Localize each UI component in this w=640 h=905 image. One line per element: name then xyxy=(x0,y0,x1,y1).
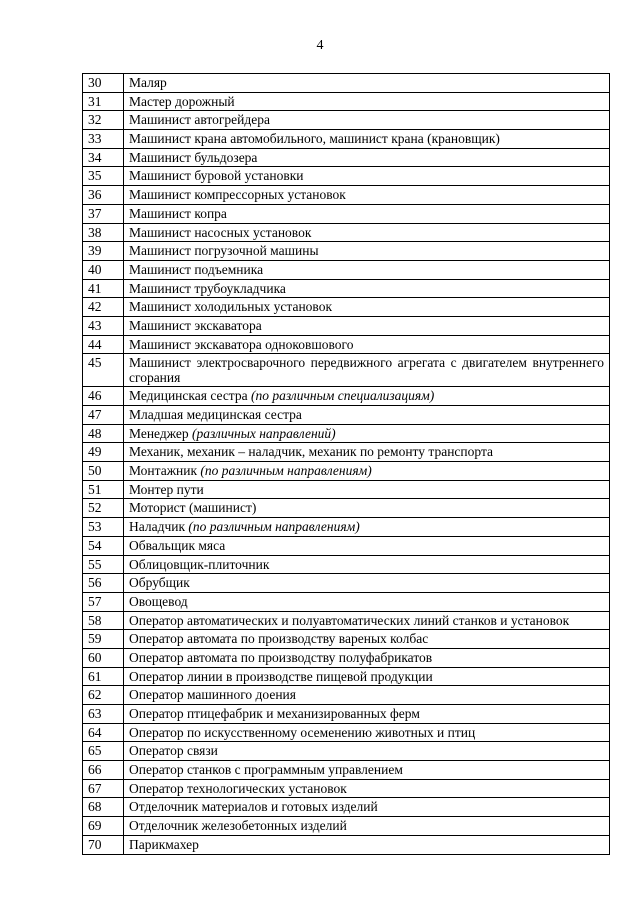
page-number: 4 xyxy=(316,38,324,53)
table-row xyxy=(83,148,610,167)
profession-name: Машинист компрессорных установок xyxy=(129,187,346,203)
row-number: 40 xyxy=(83,260,124,279)
row-number: 33 xyxy=(83,130,124,149)
profession-name: Парикмахер xyxy=(129,836,199,852)
row-number: 70 xyxy=(83,835,124,854)
table-row xyxy=(83,279,610,298)
profession-name: Оператор птицефабрик и механизированных ферм xyxy=(129,706,420,721)
table-row xyxy=(83,779,610,798)
profession-name-cell xyxy=(124,148,610,167)
profession-name: Машинист экскаватора xyxy=(129,317,262,333)
table-row xyxy=(83,499,610,518)
profession-name: Оператор автомата по производству вареных колбас xyxy=(129,631,429,647)
table-row xyxy=(83,462,610,481)
table-row xyxy=(83,424,610,443)
row-number: 64 xyxy=(83,723,124,742)
table-row xyxy=(83,354,610,387)
profession-name-cell xyxy=(124,92,610,111)
profession-name-cell xyxy=(124,536,610,555)
table-row xyxy=(83,592,610,611)
profession-name-cell xyxy=(124,354,610,387)
table-row xyxy=(83,480,610,499)
table-row xyxy=(83,667,610,686)
profession-name: Наладчик xyxy=(129,519,189,535)
profession-name-cell xyxy=(124,387,610,406)
table-row xyxy=(83,111,610,130)
table-row xyxy=(83,335,610,354)
row-number: 55 xyxy=(83,555,124,574)
table-row xyxy=(83,92,610,111)
profession-name: Оператор машинного доения xyxy=(129,687,296,703)
table-row xyxy=(83,204,610,223)
profession-name-cell xyxy=(124,630,610,649)
profession-name-cell xyxy=(124,686,610,705)
profession-name-cell xyxy=(124,335,610,354)
row-number: 56 xyxy=(83,574,124,593)
table-row xyxy=(83,798,610,817)
profession-name-cell xyxy=(124,592,610,611)
profession-name: Отделочник железобетонных изделий xyxy=(129,818,347,834)
profession-name: Монтер пути xyxy=(129,481,204,497)
profession-name: Машинист экскаватора одноковшового xyxy=(129,336,354,352)
profession-name: Механик, механик – наладчик, механик по ремонту транспорта xyxy=(129,444,494,460)
profession-name: Менеджер xyxy=(129,425,192,441)
table-row xyxy=(83,406,610,425)
profession-name-cell xyxy=(124,279,610,298)
profession-name: Машинист подъемника xyxy=(129,261,264,277)
table-row xyxy=(83,518,610,537)
row-number: 34 xyxy=(83,148,124,167)
row-number: 60 xyxy=(83,648,124,667)
profession-name-cell xyxy=(124,406,610,425)
profession-name: Машинист насосных установок xyxy=(129,224,312,240)
profession-name: Оператор по искусственному осеменению животных и птиц xyxy=(129,724,476,740)
row-number: 39 xyxy=(83,242,124,261)
profession-name-cell xyxy=(124,223,610,242)
table-row xyxy=(83,648,610,667)
table-row xyxy=(83,443,610,462)
profession-name-cell xyxy=(124,555,610,574)
profession-name-cell xyxy=(124,298,610,317)
profession-note: (различных направлений) xyxy=(192,425,336,441)
profession-name: Оператор линии в производстве пищевой продукции xyxy=(129,668,433,684)
profession-note: (по различным направлениям) xyxy=(200,463,372,479)
row-number: 67 xyxy=(83,779,124,798)
row-number: 47 xyxy=(83,406,124,425)
row-number: 45 xyxy=(83,354,124,387)
profession-note: (по различным направлениям) xyxy=(188,519,360,535)
profession-name-cell xyxy=(124,260,610,279)
profession-name-cell xyxy=(124,499,610,518)
table-row xyxy=(83,242,610,261)
profession-name-cell xyxy=(124,648,610,667)
row-number: 42 xyxy=(83,298,124,317)
table-row xyxy=(83,630,610,649)
table-row xyxy=(83,555,610,574)
table-row xyxy=(83,574,610,593)
profession-name-cell xyxy=(124,705,610,724)
profession-name: Овощевод xyxy=(129,593,188,609)
row-number: 59 xyxy=(83,630,124,649)
row-number: 51 xyxy=(83,480,124,499)
profession-name: Машинист автогрейдера xyxy=(129,112,270,128)
profession-name-cell xyxy=(124,242,610,261)
profession-name: Монтажник xyxy=(129,463,201,479)
profession-name: Машинист погрузочной машины xyxy=(129,243,319,259)
profession-name-cell xyxy=(124,186,610,205)
profession-name: Моторист (машинист) xyxy=(129,500,257,516)
profession-name: Оператор станков с программным управлением xyxy=(129,762,403,778)
row-number: 36 xyxy=(83,186,124,205)
row-number: 53 xyxy=(83,518,124,537)
profession-name-cell xyxy=(124,518,610,537)
table-row xyxy=(83,686,610,705)
table-row xyxy=(83,742,610,761)
row-number: 66 xyxy=(83,761,124,780)
profession-name-cell xyxy=(124,204,610,223)
table-row xyxy=(83,761,610,780)
row-number: 65 xyxy=(83,742,124,761)
row-number: 32 xyxy=(83,111,124,130)
row-number: 35 xyxy=(83,167,124,186)
table-row xyxy=(83,186,610,205)
row-number: 58 xyxy=(83,611,124,630)
table-row xyxy=(83,167,610,186)
row-number: 48 xyxy=(83,424,124,443)
table-row xyxy=(83,611,610,630)
profession-name-cell xyxy=(124,74,610,93)
profession-name-cell xyxy=(124,574,610,593)
profession-name: Обвальщик мяса xyxy=(129,537,226,553)
row-number: 57 xyxy=(83,592,124,611)
profession-name-cell xyxy=(124,723,610,742)
table-row xyxy=(83,316,610,335)
profession-name: Оператор автомата по производству полуфабрикатов xyxy=(129,649,433,665)
profession-name: Маляр xyxy=(129,75,167,90)
profession-name: Оператор связи xyxy=(129,743,218,759)
table-row xyxy=(83,705,610,724)
row-number: 30 xyxy=(83,74,124,93)
profession-name-cell xyxy=(124,742,610,761)
row-number: 38 xyxy=(83,223,124,242)
profession-name-cell xyxy=(124,462,610,481)
table-row xyxy=(83,387,610,406)
row-number: 52 xyxy=(83,499,124,518)
row-number: 50 xyxy=(83,462,124,481)
profession-name-cell xyxy=(124,424,610,443)
profession-note: (по различным специализациям) xyxy=(251,388,435,404)
profession-name-cell xyxy=(124,316,610,335)
row-number: 37 xyxy=(83,204,124,223)
profession-name-cell xyxy=(124,798,610,817)
profession-name-cell xyxy=(124,667,610,686)
profession-name: Оператор автоматических и полуавтоматических линий станков и установок xyxy=(129,612,570,628)
row-number: 62 xyxy=(83,686,124,705)
table-row xyxy=(83,223,610,242)
table-row xyxy=(83,817,610,836)
profession-name: Мастер дорожный xyxy=(129,93,235,109)
profession-name: Машинист трубоукладчика xyxy=(129,280,286,296)
row-number: 31 xyxy=(83,92,124,111)
row-number: 49 xyxy=(83,443,124,462)
profession-name: Отделочник материалов и готовых изделий xyxy=(129,799,378,815)
profession-name-cell xyxy=(124,111,610,130)
profession-name: Машинист электросварочного передвижного агрегата с двигателем внутреннего сгорания xyxy=(129,355,604,386)
profession-name: Обрубщик xyxy=(129,575,190,591)
row-number: 69 xyxy=(83,817,124,836)
table-row xyxy=(83,130,610,149)
profession-name: Машинист буровой установки xyxy=(129,168,304,184)
profession-name: Машинист бульдозера xyxy=(129,149,258,165)
profession-name: Машинист копра xyxy=(129,205,227,221)
profession-name-cell xyxy=(124,480,610,499)
profession-name: Медицинская сестра xyxy=(129,388,251,404)
profession-name-cell xyxy=(124,761,610,780)
profession-name: Оператор технологических установок xyxy=(129,780,347,796)
row-number: 68 xyxy=(83,798,124,817)
profession-name-cell xyxy=(124,779,610,798)
profession-name-cell xyxy=(124,817,610,836)
profession-name-cell xyxy=(124,130,610,149)
profession-name: Облицовщик-плиточник xyxy=(129,556,270,572)
row-number: 41 xyxy=(83,279,124,298)
profession-table xyxy=(82,73,610,855)
row-number: 44 xyxy=(83,335,124,354)
table-row xyxy=(83,835,610,854)
profession-name-cell xyxy=(124,835,610,854)
row-number: 46 xyxy=(83,387,124,406)
table-body xyxy=(83,74,610,855)
table-row xyxy=(83,260,610,279)
table-row xyxy=(83,536,610,555)
table-row xyxy=(83,74,610,93)
row-number: 63 xyxy=(83,705,124,724)
row-number: 61 xyxy=(83,667,124,686)
profession-name: Младшая медицинская сестра xyxy=(129,407,302,422)
profession-name-cell xyxy=(124,611,610,630)
row-number: 54 xyxy=(83,536,124,555)
table-row xyxy=(83,723,610,742)
profession-name-cell xyxy=(124,167,610,186)
table-row xyxy=(83,298,610,317)
profession-name: Машинист холодильных установок xyxy=(129,299,333,315)
row-number: 43 xyxy=(83,316,124,335)
profession-name-cell xyxy=(124,443,610,462)
profession-name: Машинист крана автомобильного, машинист крана (крановщик) xyxy=(129,131,500,147)
